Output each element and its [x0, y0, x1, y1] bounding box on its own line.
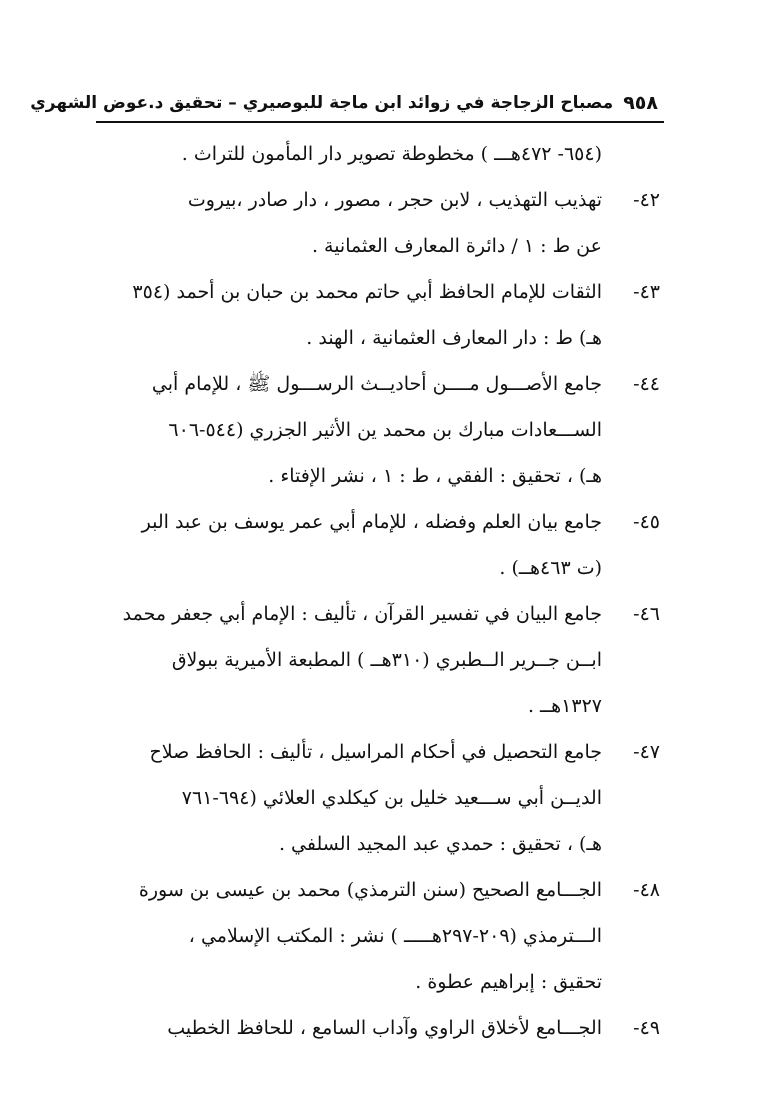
- entry-line: جامع الأصـــول مــــن أحاديــث الرســـول ﷺ ، للإمام أبي: [151, 373, 602, 395]
- header-divider: [96, 121, 664, 123]
- header-title: مصباح الزجاجة في زوائد ابن ماجة للبوصيري – تحقيق د.عوض الشهري: [30, 93, 614, 113]
- running-header: [30, 86, 658, 120]
- bibliography-entry-47: [96, 729, 660, 867]
- entry-line: ١٣٢٧هــ .: [527, 695, 602, 717]
- entry-line: الجـــامع لأخلاق الراوي وآداب السامع ، للحافظ الخطيب: [167, 1017, 602, 1039]
- entry-line: الـــترمذي (٢٠٩-٢٩٧هـــــ ) نشر : المكتب الإسلامي ،: [188, 925, 602, 947]
- entry-number: ٤٢-: [633, 189, 660, 211]
- bibliography-list: [96, 131, 660, 1051]
- entry-line: ابــن جــرير الــطبري (٣١٠هــ ) المطبعة الأميرية ببولاق: [171, 649, 602, 671]
- entry-number: ٤٣-: [633, 281, 660, 303]
- entry-number: ٤٤-: [633, 373, 660, 395]
- bibliography-entry-44: [96, 361, 660, 499]
- entry-line: (ت ٤٦٣هــ) .: [499, 557, 602, 579]
- entry-line: هـ) ، تحقيق : حمدي عبد المجيد السلفي .: [278, 833, 602, 855]
- entry-number: ٤٥-: [633, 511, 660, 533]
- entry-line: تحقيق : إبراهيم عطوة .: [415, 971, 602, 993]
- entry-line: الجـــامع الصحيح (سنن الترمذي) محمد بن عيسى بن سورة: [138, 879, 602, 901]
- entry-line: الديــن أبي ســـعيد خليل بن كيكلدي العلائي (٦٩٤-٧٦١: [181, 787, 602, 809]
- entry-line: هـ) ، تحقيق : الفقي ، ط : ١ ، نشر الإفتاء .: [268, 465, 602, 487]
- entry-line: الثقات للإمام الحافظ أبي حاتم محمد بن حبان بن أحمد (٣٥٤: [132, 281, 602, 303]
- continuation-line: (٦٥٤- ٤٧٢هـــ ) مخطوطة تصوير دار المأمون للتراث .: [181, 143, 602, 165]
- entry-number: ٤٨-: [633, 879, 660, 901]
- bibliography-entry-43: [96, 269, 660, 361]
- bibliography-entry-42: [96, 177, 660, 269]
- entry-line: تهذيب التهذيب ، لابن حجر ، مصور ، دار صادر ،بيروت: [187, 189, 602, 211]
- bibliography-entry-48: [96, 867, 660, 1005]
- page-number: ٩٥٨: [623, 92, 658, 114]
- bibliography-entry-45: [96, 499, 660, 591]
- entry-line: جامع التحصيل في أحكام المراسيل ، تأليف : الحافظ صلاح: [149, 741, 602, 763]
- entry-number: ٤٦-: [633, 603, 660, 625]
- bibliography-entry-49: [96, 1005, 660, 1051]
- entry-line: عن ط : ١ / دائرة المعارف العثمانية .: [311, 235, 602, 257]
- bibliography-entry-46: [96, 591, 660, 729]
- entry-line: الســـعادات مبارك بن محمد ين الأثير الجزري (٥٤٤-٦٠٦: [168, 419, 602, 441]
- entry-line: جامع بيان العلم وفضله ، للإمام أبي عمر يوسف بن عبد البر: [141, 511, 602, 533]
- entry-line: جامع البيان في تفسير القرآن ، تأليف : الإمام أبي جعفر محمد: [122, 603, 602, 625]
- entry-number: ٤٧-: [633, 741, 660, 763]
- entry-number: ٤٩-: [633, 1017, 660, 1039]
- entry-line: هـ) ط : دار المعارف العثمانية ، الهند .: [306, 327, 602, 349]
